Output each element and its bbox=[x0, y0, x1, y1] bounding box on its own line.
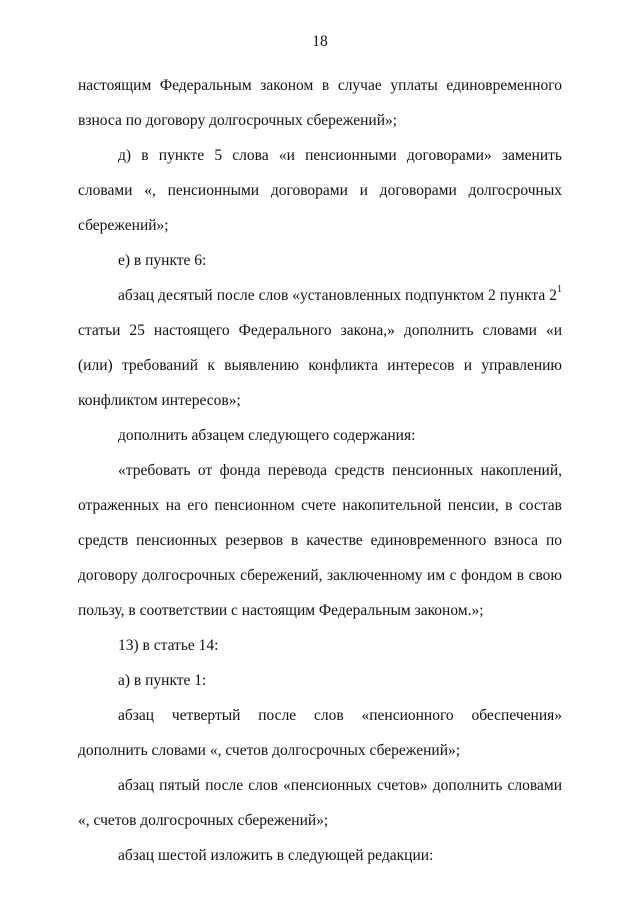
paragraph-abzac-desyatyi bbox=[78, 278, 562, 418]
document-body bbox=[78, 68, 562, 873]
paragraph-item-d: д) в пункте 5 слова «и пенсионными договорами» заменить словами «, пенсионными договорами и договорами долгосрочных сбережений»; bbox=[78, 147, 562, 234]
paragraph-item-a: а) в пункте 1: bbox=[118, 672, 207, 689]
page-number: 18 bbox=[312, 33, 328, 50]
paragraph-continuation: настоящим Федеральным законом в случае уплаты единовременного взноса по договору долгосрочных сбережений»; bbox=[78, 77, 562, 129]
paragraph-abzac-pyatyi: абзац пятый после слов «пенсионных счетов» дополнить словами «, счетов долгосрочных сбережений»; bbox=[78, 777, 562, 829]
paragraph-quote-trebovat: «требовать от фонда перевода средств пенсионных накоплений, отраженных на его пенсионном счете накопительной пенсии, в состав средств пенсионных резервов в качестве единовременного взноса по договору долгосрочных сбережений, заключенному им с фондом в свою пользу, в соответствии с настоящим Федеральным законом.»; bbox=[78, 462, 562, 619]
paragraph-dopolnit: дополнить абзацем следующего содержания: bbox=[118, 427, 416, 444]
superscript: 1 bbox=[557, 284, 562, 295]
paragraph-abzac-shestoi: абзац шестой изложить в следующей редакции: bbox=[118, 847, 434, 864]
paragraph-text-after-sup: статьи 25 настоящего Федерального закона,» дополнить словами «и (или) требований к выявлению конфликта интересов и управлению конфликтом интересов»; bbox=[78, 322, 562, 409]
paragraph-item-e: е) в пункте 6: bbox=[118, 252, 207, 269]
paragraph-item-13: 13) в статье 14: bbox=[118, 637, 219, 654]
paragraph-abzac-chetvertyi: абзац четвертый после слов «пенсионного обеспечения» дополнить словами «, счетов долгосрочных сбережений»; bbox=[78, 707, 562, 759]
paragraph-text-before-sup: абзац десятый после слов «установленных подпунктом 2 пункта 2 bbox=[118, 287, 557, 304]
